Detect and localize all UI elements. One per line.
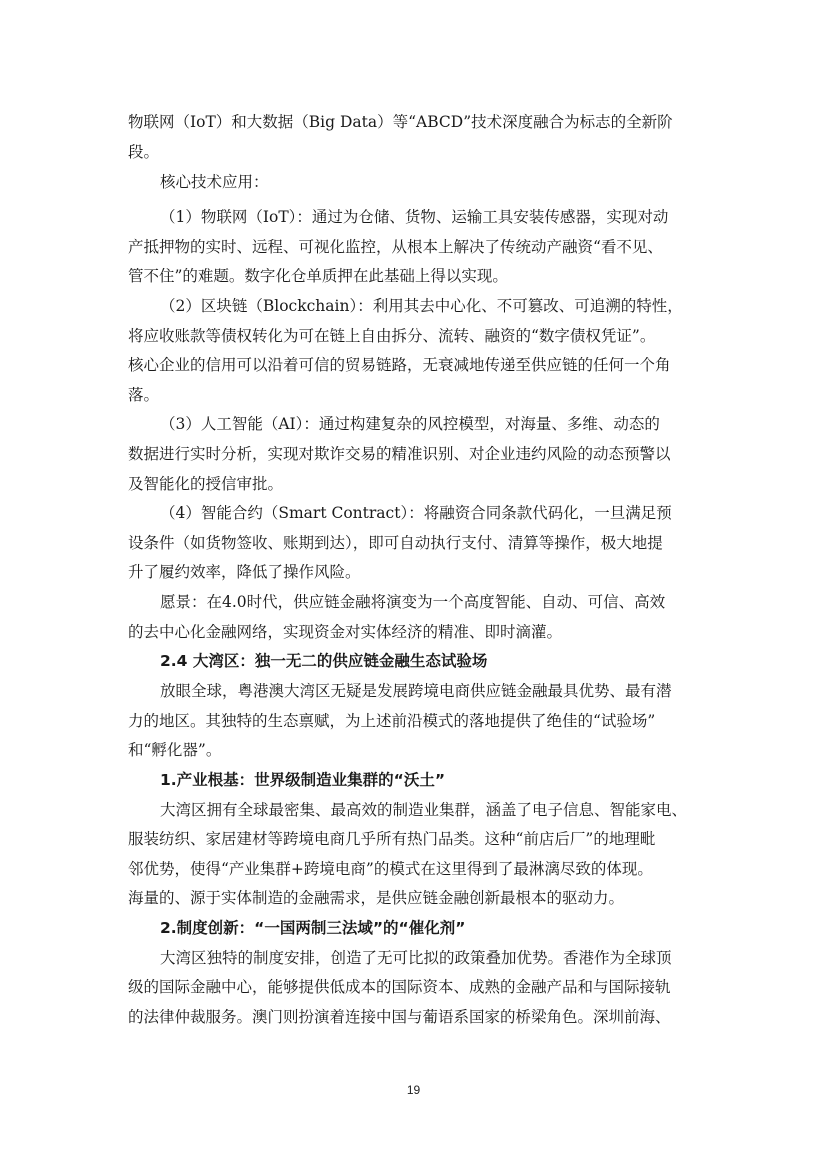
body-text-line: 海量的、源于实体制造的金融需求，是供应链金融创新最根本的驱动力。: [128, 889, 625, 907]
body-text-line: 升了履约效率，降低了操作风险。: [128, 563, 361, 581]
body-text-line: （1）物联网（IoT）：通过为仓储、货物、运输工具安装传感器，实现对动: [160, 208, 669, 226]
body-text-line: （3）人工智能（AI）：通过构建复杂的风控模型，对海量、多维、动态的: [160, 415, 660, 433]
body-text-line: （4）智能合约（Smart Contract）：将融资合同条款代码化，一旦满足预: [160, 504, 672, 522]
body-text-line: 设条件（如货物签收、账期到达），即可自动执行支付、清算等操作，极大地提: [128, 534, 663, 552]
body-text-line: 核心企业的信用可以沿着可信的贸易链路，无衰减地传递至供应链的任何一个角: [128, 356, 671, 374]
body-text-line: 物联网（IoT）和大数据（Big Data）等“ABCD”技术深度融合为标志的全新阶: [128, 113, 673, 131]
body-text-line: 的法律仲裁服务。澳门则扮演着连接中国与葡语系国家的桥梁角色。深圳前海、: [128, 1008, 671, 1026]
body-text-line: 愿景：在4.0时代，供应链金融将演变为一个高度智能、自动、可信、高效: [160, 593, 666, 611]
body-text-line: 段。: [128, 143, 160, 161]
subsection-heading: 1.产业根基：世界级制造业集群的“沃土”: [160, 771, 446, 789]
body-text-line: 力的地区。其独特的生态禀赋，为上述前沿模式的落地提供了绝佳的“试验场”: [128, 712, 656, 730]
body-text-line: 服装纺织、家居建材等跨境电商几乎所有热门品类。这种“前店后厂”的地理毗: [128, 830, 656, 848]
body-text-line: 及智能化的授信审批。: [128, 475, 284, 493]
body-text-line: 邻优势，使得“产业集群+跨境电商”的模式在这里得到了最淋漓尽致的体现。: [128, 860, 653, 878]
body-text-line: 放眼全球，粤港澳大湾区无疑是发展跨境电商供应链金融最具优势、最有潜: [160, 682, 672, 700]
body-text-line: 管不住”的难题。数字化仓单质押在此基础上得以实现。: [128, 267, 508, 285]
body-text-line: 数据进行实时分析，实现对欺诈交易的精准识别、对企业违约风险的动态预警以: [128, 445, 671, 463]
section-heading: 2.4 大湾区：独一无二的供应链金融生态试验场: [160, 652, 488, 670]
page-number: 19: [406, 1083, 421, 1097]
body-text-line: 产抵押物的实时、远程、可视化监控，从根本上解决了传统动产融资“看不见、: [128, 238, 663, 256]
body-text-line: 的去中心化金融网络，实现资金对实体经济的精准、即时滴灌。: [128, 623, 563, 641]
body-text-line: 级的国际金融中心，能够提供低成本的国际资本、成熟的金融产品和与国际接轨: [128, 978, 671, 996]
subsection-heading: 2.制度创新：“一国两制三法域”的“催化剂”: [160, 919, 466, 937]
body-text-line: 大湾区拥有全球最密集、最高效的制造业集群，涵盖了电子信息、智能家电、: [160, 801, 688, 819]
body-text-line: 大湾区独特的制度安排，创造了无可比拟的政策叠加优势。香港作为全球顶: [160, 949, 672, 967]
body-text-line: 将应收账款等债权转化为可在链上自由拆分、流转、融资的“数字债权凭证”。: [128, 327, 656, 345]
body-text-line: 核心技术应用：: [160, 173, 269, 191]
body-text-line: （2）区块链（Blockchain）：利用其去中心化、不可篡改、可追溯的特性，: [160, 297, 683, 315]
body-text-line: 落。: [128, 386, 160, 404]
body-text-line: 和“孵化器”。: [128, 741, 222, 759]
